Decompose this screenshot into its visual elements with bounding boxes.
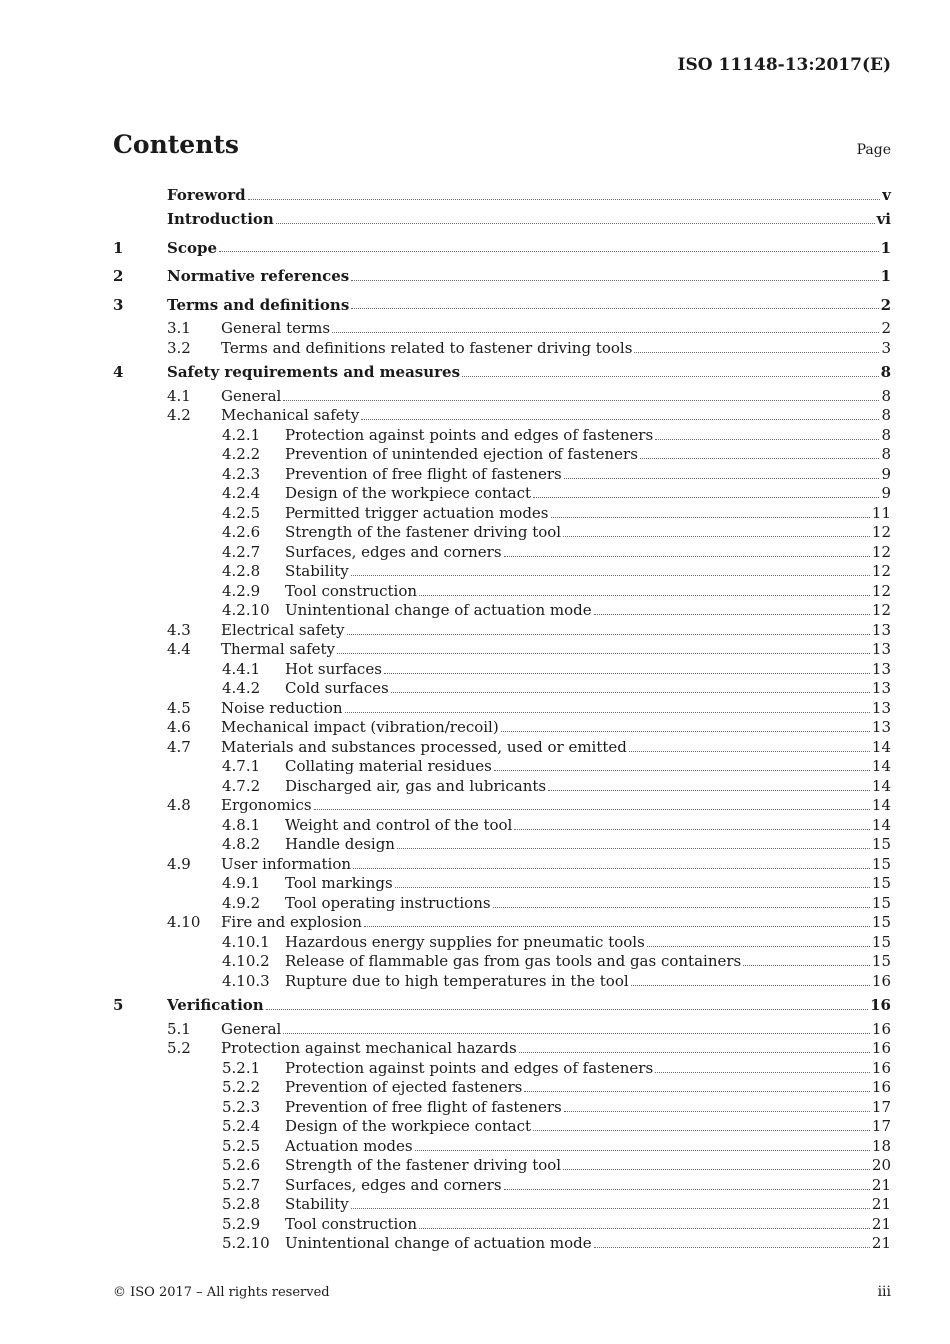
toc-entry-number: 5.2.5: [222, 1136, 261, 1155]
dot-leader: [533, 497, 879, 498]
toc-entry[interactable]: [113, 679, 891, 699]
toc-entry-number: 4.10: [167, 913, 201, 931]
dot-leader: [283, 1033, 870, 1034]
toc-entry-page: 8: [881, 406, 891, 424]
toc-entry[interactable]: [113, 234, 891, 263]
toc-entry[interactable]: [113, 757, 891, 777]
toc-entry-page: 15: [871, 893, 891, 912]
toc-entry-title: Introduction: [167, 210, 274, 228]
toc-entry-number: 4.2: [167, 406, 191, 424]
toc-entry-page: 14: [871, 757, 891, 775]
toc-entry-number: 4.1: [167, 386, 191, 405]
dot-leader: [640, 458, 880, 459]
toc-entry[interactable]: [113, 933, 891, 953]
toc-entry-page: 15: [871, 952, 891, 970]
toc-entry-page: 12: [871, 581, 891, 600]
toc-entry-title: Normative references: [167, 267, 350, 285]
toc-entry-page: 13: [871, 698, 891, 717]
toc-entry[interactable]: [113, 543, 891, 563]
toc-entry-page: 9: [881, 484, 891, 502]
toc-entry-title: Electrical safety: [221, 620, 345, 639]
toc-entry-number: 5.2.2: [222, 1078, 261, 1096]
toc-entry-number: 5: [113, 996, 124, 1014]
dot-leader: [462, 376, 879, 377]
toc-entry[interactable]: [113, 894, 891, 914]
toc-entry-page: 15: [871, 874, 891, 892]
dot-leader: [347, 634, 870, 635]
toc-entry[interactable]: [113, 1195, 891, 1215]
toc-entry-title: Tool markings: [285, 874, 393, 892]
toc-entry-number: 4.2.5: [222, 503, 261, 522]
dot-leader: [364, 926, 870, 927]
toc-entry-title: Terms and definitions related to fastener driving tools: [221, 338, 633, 357]
toc-entry-title: Strength of the fastener driving tool: [285, 523, 562, 541]
dot-leader: [361, 419, 879, 420]
toc-entry-number: 4.2.2: [222, 445, 261, 463]
toc-entry[interactable]: [113, 465, 891, 485]
toc-entry-number: 5.2.4: [222, 1117, 261, 1135]
dot-leader: [419, 595, 870, 596]
toc-entry-title: Stability: [285, 1195, 349, 1213]
toc-entry-title: Noise reduction: [221, 698, 343, 717]
toc-entry[interactable]: [113, 640, 891, 660]
dot-leader: [504, 1189, 870, 1190]
toc-entry-number: 5.2.6: [222, 1156, 261, 1174]
toc-entry-number: 4.2.4: [222, 484, 261, 502]
toc-entry-title: Tool construction: [285, 1214, 418, 1233]
toc-entry-number: 5.2.7: [222, 1175, 261, 1194]
toc-entry-title: Ergonomics: [221, 796, 312, 814]
toc-entry[interactable]: [113, 291, 891, 320]
toc-entry[interactable]: [113, 660, 891, 680]
toc-entry-title: Foreword: [167, 186, 246, 204]
toc-entry-number: 3: [113, 295, 124, 314]
dot-leader: [564, 1111, 870, 1112]
toc-entry[interactable]: [113, 1117, 891, 1137]
toc-entry-page: 20: [871, 1156, 891, 1174]
toc-entry-number: 5.2.9: [222, 1214, 261, 1233]
toc-entry[interactable]: [113, 523, 891, 543]
toc-entry-title: Verification: [167, 996, 264, 1014]
dot-leader: [353, 868, 870, 869]
toc-entry[interactable]: [113, 621, 891, 641]
toc-entry-number: 4.10.1: [222, 932, 270, 951]
toc-entry-title: Unintentional change of actuation mode: [285, 1234, 592, 1252]
toc-entry[interactable]: [113, 185, 891, 205]
toc-entry-page: 15: [871, 932, 891, 951]
toc-entry-title: Prevention of unintended ejection of fasteners: [285, 445, 638, 463]
dot-leader: [351, 280, 878, 281]
dot-leader: [351, 308, 878, 309]
toc-entry-page: 14: [871, 815, 891, 834]
toc-entry[interactable]: [113, 874, 891, 894]
toc-entry-number: 5.2.3: [222, 1097, 261, 1116]
toc-entry[interactable]: [113, 913, 891, 933]
toc-entry[interactable]: [113, 1156, 891, 1176]
toc-entry[interactable]: [113, 1078, 891, 1098]
toc-entry-number: 2: [113, 267, 124, 285]
toc-entry[interactable]: [113, 562, 891, 582]
toc-entry-number: 4.6: [167, 718, 191, 736]
toc-entry[interactable]: [113, 1020, 891, 1040]
toc-entry[interactable]: [113, 426, 891, 446]
dot-leader: [415, 1150, 870, 1151]
dot-leader: [631, 985, 870, 986]
toc-entry-page: 21: [871, 1214, 891, 1233]
toc-entry-title: Strength of the fastener driving tool: [285, 1156, 562, 1174]
toc-entry[interactable]: [113, 1234, 891, 1254]
toc-entry-title: Hot surfaces: [285, 659, 382, 678]
dot-leader: [594, 614, 870, 615]
toc-entry-page: 21: [871, 1195, 891, 1213]
dot-leader: [655, 1072, 870, 1073]
toc-entry[interactable]: [113, 445, 891, 465]
toc-entry[interactable]: [113, 504, 891, 524]
toc-entry-page: 8: [881, 386, 891, 405]
toc-entry[interactable]: [113, 718, 891, 738]
toc-entry-number: 4.10.2: [222, 952, 270, 970]
toc-entry-page: 13: [871, 679, 891, 697]
toc-entry-page: 15: [871, 835, 891, 853]
dot-leader: [533, 1130, 870, 1131]
toc-entry[interactable]: [113, 484, 891, 504]
dot-leader: [276, 223, 875, 224]
toc-entry-title: General: [221, 386, 282, 405]
toc-entry-page: 13: [871, 659, 891, 678]
toc-entry-number: 4.7: [167, 737, 191, 756]
toc-entry[interactable]: [113, 205, 891, 234]
toc-entry-number: 4.5: [167, 698, 191, 717]
dot-leader: [501, 731, 870, 732]
toc-entry[interactable]: [113, 738, 891, 758]
toc-entry-page: 12: [871, 562, 891, 580]
toc-entry-page: 12: [871, 542, 891, 561]
toc-entry-number: 3.1: [167, 319, 191, 337]
toc-entry-title: Design of the workpiece contact: [285, 1117, 532, 1135]
toc-entry-page: 1: [880, 267, 891, 285]
toc-entry-page: 2: [880, 295, 891, 314]
toc-entry-title: Design of the workpiece contact: [285, 484, 532, 502]
dot-leader: [351, 1208, 870, 1209]
dot-leader: [391, 692, 870, 693]
dot-leader: [395, 887, 870, 888]
toc-entry-number: 4.2.6: [222, 523, 261, 541]
dot-leader: [634, 352, 879, 353]
dot-leader: [248, 199, 881, 200]
dot-leader: [283, 400, 879, 401]
toc-entry-title: Thermal safety: [221, 640, 336, 658]
toc-entry[interactable]: [113, 582, 891, 602]
toc-entry-title: General: [221, 1019, 282, 1038]
toc-entry-page: 16: [871, 971, 891, 990]
toc-entry-title: Tool operating instructions: [285, 893, 491, 912]
dot-leader: [647, 946, 870, 947]
toc-entry-number: 4.8.1: [222, 815, 261, 834]
toc-entry[interactable]: [113, 777, 891, 797]
toc-entry-page: 13: [871, 640, 891, 658]
toc-entry[interactable]: [113, 1215, 891, 1235]
toc-entry[interactable]: [113, 796, 891, 816]
toc-entry-number: 4.4.2: [222, 679, 261, 697]
page-title: Contents: [113, 130, 240, 159]
toc-entry-title: Hazardous energy supplies for pneumatic tools: [285, 932, 645, 951]
toc-entry-page: 8: [881, 445, 891, 463]
dot-leader: [563, 1169, 870, 1170]
toc-entry-number: 4.8.2: [222, 835, 261, 853]
toc-entry-title: Mechanical safety: [221, 406, 360, 424]
dot-leader: [564, 478, 880, 479]
toc-entry-page: 16: [871, 1019, 891, 1038]
toc-entry-page: 8: [881, 425, 891, 444]
dot-leader: [629, 751, 870, 752]
toc-entry-title: Mechanical impact (vibration/recoil): [221, 718, 499, 736]
toc-entry-title: Protection against points and edges of fasteners: [285, 425, 654, 444]
toc-entry-title: Discharged air, gas and lubricants: [285, 776, 547, 795]
toc-entry-number: 5.2.10: [222, 1234, 270, 1252]
dot-leader: [345, 712, 870, 713]
toc-entry-title: Surfaces, edges and corners: [285, 1175, 502, 1194]
toc-entry-title: Weight and control of the tool: [285, 815, 513, 834]
toc-entry-title: Scope: [167, 238, 218, 257]
toc-entry-title: Prevention of free flight of fasteners: [285, 1097, 562, 1116]
toc-entry-page: 16: [870, 996, 891, 1014]
toc-entry-page: 16: [871, 1058, 891, 1077]
toc-entry-number: 4.2.8: [222, 562, 261, 580]
dot-leader: [351, 575, 870, 576]
toc-entry-title: Prevention of ejected fasteners: [285, 1078, 523, 1096]
dot-leader: [524, 1091, 870, 1092]
toc-entry-number: 4.2.3: [222, 464, 261, 483]
toc-entry[interactable]: [113, 835, 891, 855]
dot-leader: [419, 1228, 870, 1229]
document-id: ISO 11148-13:2017(E): [677, 55, 891, 75]
toc-entry-number: 4.9.2: [222, 893, 261, 912]
toc-entry-number: 5.2: [167, 1039, 191, 1057]
toc-entry-title: Protection against points and edges of fasteners: [285, 1058, 654, 1077]
toc-entry-title: Materials and substances processed, used or emitted: [221, 737, 627, 756]
copyright-notice: © ISO 2017 – All rights reserved: [113, 1285, 330, 1300]
toc-entry-number: 4.7.2: [222, 776, 261, 795]
toc-entry[interactable]: [113, 1039, 891, 1059]
toc-entry-number: 4.4: [167, 640, 191, 658]
toc-entry-title: Fire and explosion: [221, 913, 362, 931]
toc-entry-number: 4.7.1: [222, 757, 261, 775]
dot-leader: [563, 536, 870, 537]
dot-leader: [494, 770, 870, 771]
toc-entry[interactable]: [113, 1098, 891, 1118]
toc-entry-title: Handle design: [285, 835, 395, 853]
table-of-contents: [113, 185, 891, 1254]
toc-entry-number: 4.3: [167, 620, 191, 639]
toc-entry-title: Prevention of free flight of fasteners: [285, 464, 562, 483]
dot-leader: [332, 332, 879, 333]
toc-entry-number: 4: [113, 363, 124, 381]
toc-entry-title: Safety requirements and measures: [167, 363, 461, 381]
toc-entry-page: 15: [871, 854, 891, 873]
toc-entry-page: 17: [871, 1117, 891, 1135]
dot-leader: [266, 1009, 868, 1010]
toc-entry-number: 4.2.1: [222, 425, 261, 444]
toc-entry-number: 5.2.8: [222, 1195, 261, 1213]
toc-entry-title: Cold surfaces: [285, 679, 389, 697]
toc-entry-page: v: [882, 186, 891, 204]
toc-entry[interactable]: [113, 972, 891, 992]
toc-entry-title: Rupture due to high temperatures in the tool: [285, 971, 629, 990]
toc-entry[interactable]: [113, 991, 891, 1020]
toc-entry-title: Tool construction: [285, 581, 418, 600]
toc-entry-number: 4.8: [167, 796, 191, 814]
dot-leader: [219, 251, 879, 252]
dot-leader: [397, 848, 870, 849]
page-column-label: Page: [856, 142, 891, 158]
dot-leader: [551, 517, 870, 518]
toc-entry[interactable]: [113, 319, 891, 339]
toc-entry-title: Unintentional change of actuation mode: [285, 601, 592, 619]
dot-leader: [314, 809, 870, 810]
toc-entry-number: 4.9.1: [222, 874, 261, 892]
toc-entry-number: 5.2.1: [222, 1058, 261, 1077]
toc-entry-title: Collating material residues: [285, 757, 492, 775]
dot-leader: [594, 1247, 870, 1248]
toc-entry-number: 4.2.10: [222, 601, 270, 619]
dot-leader: [493, 907, 870, 908]
toc-entry[interactable]: [113, 358, 891, 387]
toc-entry-page: 21: [871, 1175, 891, 1194]
toc-entry[interactable]: [113, 387, 891, 407]
toc-entry-number: 4.2.9: [222, 581, 261, 600]
toc-entry[interactable]: [113, 855, 891, 875]
toc-entry-page: 21: [871, 1234, 891, 1252]
toc-entry-title: Permitted trigger actuation modes: [285, 503, 549, 522]
toc-entry[interactable]: [113, 1176, 891, 1196]
toc-entry-title: Surfaces, edges and corners: [285, 542, 502, 561]
dot-leader: [504, 556, 870, 557]
dot-leader: [384, 673, 870, 674]
dot-leader: [519, 1052, 870, 1053]
toc-entry[interactable]: [113, 816, 891, 836]
toc-entry[interactable]: [113, 262, 891, 291]
toc-entry[interactable]: [113, 952, 891, 972]
toc-entry[interactable]: [113, 406, 891, 426]
toc-entry-title: General terms: [221, 319, 331, 337]
toc-entry-page: 13: [871, 718, 891, 736]
toc-entry-page: 16: [871, 1078, 891, 1096]
toc-entry-page: 15: [871, 913, 891, 931]
dot-leader: [514, 829, 870, 830]
toc-entry-number: 4.10.3: [222, 971, 270, 990]
toc-entry-title: Actuation modes: [285, 1136, 413, 1155]
toc-entry-title: Stability: [285, 562, 349, 580]
toc-entry-page: 14: [871, 796, 891, 814]
dot-leader: [743, 965, 870, 966]
toc-entry-title: Release of flammable gas from gas tools and gas containers: [285, 952, 742, 970]
toc-entry-page: 1: [880, 238, 891, 257]
toc-entry-number: 3.2: [167, 338, 191, 357]
toc-entry-page: 2: [881, 319, 891, 337]
toc-entry-page: 12: [871, 523, 891, 541]
toc-entry-page: 16: [871, 1039, 891, 1057]
toc-entry-number: 1: [113, 238, 124, 257]
toc-entry-page: 8: [880, 363, 891, 381]
toc-entry-page: 18: [871, 1136, 891, 1155]
toc-entry-page: 12: [871, 601, 891, 619]
toc-entry[interactable]: [113, 601, 891, 621]
toc-entry-page: 17: [871, 1097, 891, 1116]
toc-entry-page: 9: [881, 464, 891, 483]
toc-entry-number: 4.9: [167, 854, 191, 873]
toc-entry[interactable]: [113, 699, 891, 719]
dot-leader: [548, 790, 870, 791]
toc-entry-page: 13: [871, 620, 891, 639]
toc-entry[interactable]: [113, 1137, 891, 1157]
toc-entry-title: Terms and definitions: [167, 295, 350, 314]
dot-leader: [655, 439, 879, 440]
dot-leader: [337, 653, 870, 654]
toc-entry-number: 4.4.1: [222, 659, 261, 678]
toc-entry-number: 5.1: [167, 1019, 191, 1038]
toc-entry-page: 14: [871, 776, 891, 795]
toc-entry[interactable]: [113, 339, 891, 359]
toc-entry-page: vi: [876, 210, 891, 228]
toc-entry-title: Protection against mechanical hazards: [221, 1039, 517, 1057]
toc-entry-page: 3: [881, 338, 891, 357]
toc-entry-number: 4.2.7: [222, 542, 261, 561]
footer-page-number: iii: [877, 1284, 891, 1300]
toc-entry-page: 11: [871, 503, 891, 522]
toc-entry-title: User information: [221, 854, 352, 873]
toc-entry-page: 14: [871, 737, 891, 756]
toc-entry[interactable]: [113, 1059, 891, 1079]
